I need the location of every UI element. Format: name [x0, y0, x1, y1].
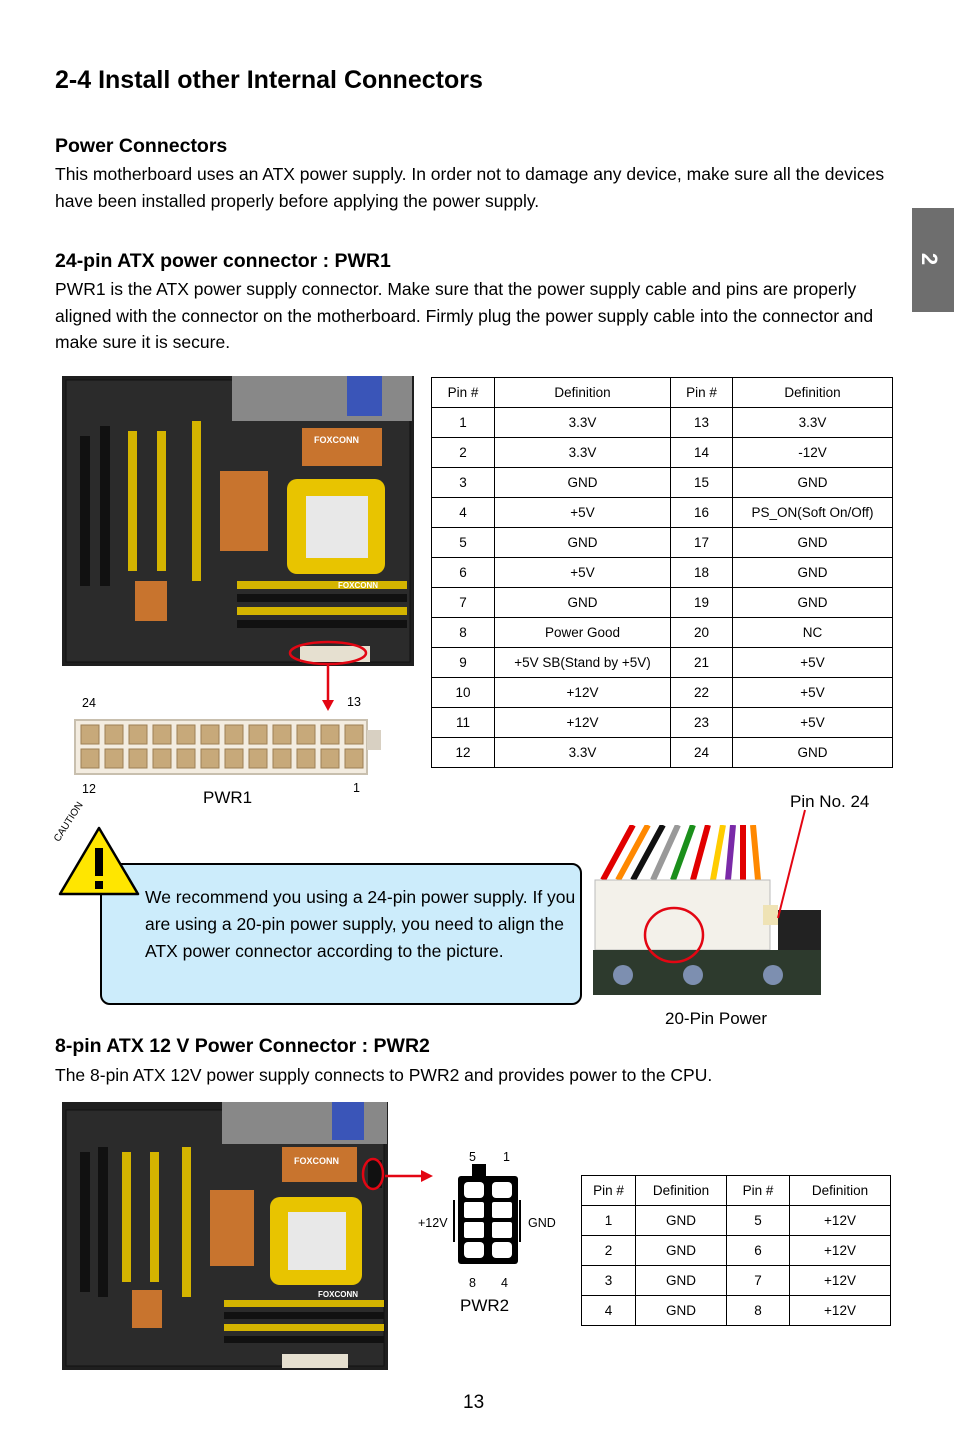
table-cell: GND [733, 738, 893, 768]
table-cell: 3.3V [495, 438, 671, 468]
table-cell: GND [636, 1236, 727, 1266]
table-cell: +5V [733, 648, 893, 678]
pwr2-pin-label-1: 1 [503, 1150, 510, 1164]
table-cell: 17 [671, 528, 733, 558]
caution-warning-icon [56, 826, 142, 898]
pwr2-connector-diagram [452, 1162, 524, 1272]
table-row [432, 588, 893, 618]
table-header: Pin # [671, 378, 733, 408]
table-row [582, 1296, 891, 1326]
table-header: Pin # [727, 1176, 790, 1206]
pwr2-pin-table [581, 1175, 891, 1326]
table-cell: Power Good [495, 618, 671, 648]
caution-label: CAUTION [52, 800, 86, 844]
table-cell: GND [636, 1266, 727, 1296]
table-cell: 23 [671, 708, 733, 738]
table-cell: 11 [432, 708, 495, 738]
table-row [432, 708, 893, 738]
page-number: 13 [463, 1392, 485, 1413]
pwr2-pin-label-8: 8 [469, 1276, 476, 1290]
table-cell: +5V [495, 498, 671, 528]
table-header: Definition [495, 378, 671, 408]
board-logo-bottom-2: FOXCONN [318, 1290, 358, 1299]
table-cell: 20 [671, 618, 733, 648]
table-header: Definition [733, 378, 893, 408]
table-header: Pin # [582, 1176, 636, 1206]
table-row [582, 1266, 891, 1296]
pin-24-label: Pin No. 24 [790, 792, 870, 811]
pwr2-location-arrow [383, 1168, 435, 1184]
table-cell: 10 [432, 678, 495, 708]
board-logo-top-2: FOXCONN [294, 1156, 339, 1166]
power-connectors-text: This motherboard uses an ATX power supply. In order not to damage any device, make sure all the devices have been installed properly before applying the power supply. [55, 164, 885, 211]
motherboard-image-pwr2 [62, 1102, 388, 1370]
table-cell: 2 [582, 1236, 636, 1266]
table-cell: 3 [432, 468, 495, 498]
motherboard-image-pwr1 [62, 376, 414, 666]
table-row [432, 738, 893, 768]
table-cell: 18 [671, 558, 733, 588]
table-cell: GND [636, 1296, 727, 1326]
table-cell: 3.3V [495, 738, 671, 768]
table-row [432, 408, 893, 438]
table-cell: 22 [671, 678, 733, 708]
table-header: Definition [790, 1176, 891, 1206]
pwr2-connector-label: PWR2 [460, 1296, 510, 1315]
table-cell: GND [495, 468, 671, 498]
table-cell: PS_ON(Soft On/Off) [733, 498, 893, 528]
table-cell: +5V SB(Stand by +5V) [495, 648, 671, 678]
table-cell: 2 [432, 438, 495, 468]
pwr1-pin-label-1: 1 [353, 781, 360, 795]
table-cell: 6 [432, 558, 495, 588]
table-cell: NC [733, 618, 893, 648]
table-cell: 14 [671, 438, 733, 468]
pwr2-label-gnd: GND [528, 1216, 556, 1230]
20-pin-power-caption: 20-Pin Power [665, 1009, 768, 1028]
table-cell: -12V [733, 438, 893, 468]
table-row [432, 678, 893, 708]
table-cell: GND [636, 1206, 727, 1236]
table-cell: 4 [432, 498, 495, 528]
table-cell: GND [733, 558, 893, 588]
table-cell: 3 [582, 1266, 636, 1296]
table-header: Pin # [432, 378, 495, 408]
table-cell: GND [733, 528, 893, 558]
pwr1-connector-label: PWR1 [203, 788, 253, 807]
table-row [432, 618, 893, 648]
table-cell: +5V [495, 558, 671, 588]
table-cell: GND [733, 588, 893, 618]
table-cell: +12V [790, 1206, 891, 1236]
table-cell: GND [495, 528, 671, 558]
table-cell: +12V [790, 1266, 891, 1296]
power-connectors-heading: Power Connectors [55, 135, 228, 157]
table-cell: 21 [671, 648, 733, 678]
table-row [432, 528, 893, 558]
table-cell: 7 [432, 588, 495, 618]
table-cell: GND [733, 468, 893, 498]
caution-text: We recommend you using a 24-pin power supply. If you are using a 20-pin power supply, you need to align the ATX power connector according to the picture. [145, 887, 576, 961]
pwr2-heading: 8-pin ATX 12 V Power Connector : PWR2 [55, 1035, 430, 1057]
table-cell: +12V [495, 678, 671, 708]
chapter-number: 2 [917, 252, 943, 266]
pwr2-pin-label-4: 4 [501, 1276, 508, 1290]
table-cell: +12V [790, 1296, 891, 1326]
table-cell: 1 [432, 408, 495, 438]
table-cell: 1 [582, 1206, 636, 1236]
table-cell: +5V [733, 678, 893, 708]
chapter-tab [912, 208, 954, 312]
table-row [432, 558, 893, 588]
table-row [432, 498, 893, 528]
table-cell: 13 [671, 408, 733, 438]
pwr1-pin-label-24: 24 [82, 696, 96, 710]
table-cell: 6 [727, 1236, 790, 1266]
table-header-row [432, 378, 893, 408]
page-title: 2-4 Install other Internal Connectors [55, 66, 483, 94]
pwr1-pin-table [431, 377, 893, 768]
pwr1-pin-label-12: 12 [82, 782, 96, 796]
table-row [582, 1206, 891, 1236]
table-cell: 4 [582, 1296, 636, 1326]
table-cell: 5 [727, 1206, 790, 1236]
table-row [432, 468, 893, 498]
table-cell: 12 [432, 738, 495, 768]
table-cell: +12V [495, 708, 671, 738]
pwr1-location-arrow [280, 636, 400, 716]
pwr1-connector-diagram [73, 716, 385, 778]
pwr2-label-12v: +12V [418, 1216, 448, 1230]
table-cell: 7 [727, 1266, 790, 1296]
pwr2-text: The 8-pin ATX 12V power supply connects to PWR2 and provides power to the CPU. [55, 1065, 713, 1085]
table-cell: +5V [733, 708, 893, 738]
pin-24-pointer-line [760, 808, 820, 923]
pwr1-heading: 24-pin ATX power connector : PWR1 [55, 250, 391, 272]
board-logo-bottom: FOXCONN [338, 581, 378, 590]
table-cell: 5 [432, 528, 495, 558]
table-cell: 19 [671, 588, 733, 618]
table-cell: 9 [432, 648, 495, 678]
pwr1-pin-label-13: 13 [347, 695, 361, 709]
table-row [432, 438, 893, 468]
table-row [582, 1236, 891, 1266]
pwr2-pin-label-5: 5 [469, 1150, 476, 1164]
table-cell: 24 [671, 738, 733, 768]
table-cell: 3.3V [495, 408, 671, 438]
table-cell: 8 [727, 1296, 790, 1326]
table-header: Definition [636, 1176, 727, 1206]
table-row [432, 648, 893, 678]
table-header-row [582, 1176, 891, 1206]
table-cell: +12V [790, 1236, 891, 1266]
table-cell: 8 [432, 618, 495, 648]
pwr1-text: PWR1 is the ATX power supply connector. Make sure that the power supply cable and pins are properly aligned with the connector on the motherboard. Firmly plug the power supply cable into the connector and make sure it is secure. [55, 279, 874, 352]
table-cell: 15 [671, 468, 733, 498]
table-cell: 3.3V [733, 408, 893, 438]
table-cell: GND [495, 588, 671, 618]
table-cell: 16 [671, 498, 733, 528]
board-logo-top: FOXCONN [314, 435, 359, 445]
